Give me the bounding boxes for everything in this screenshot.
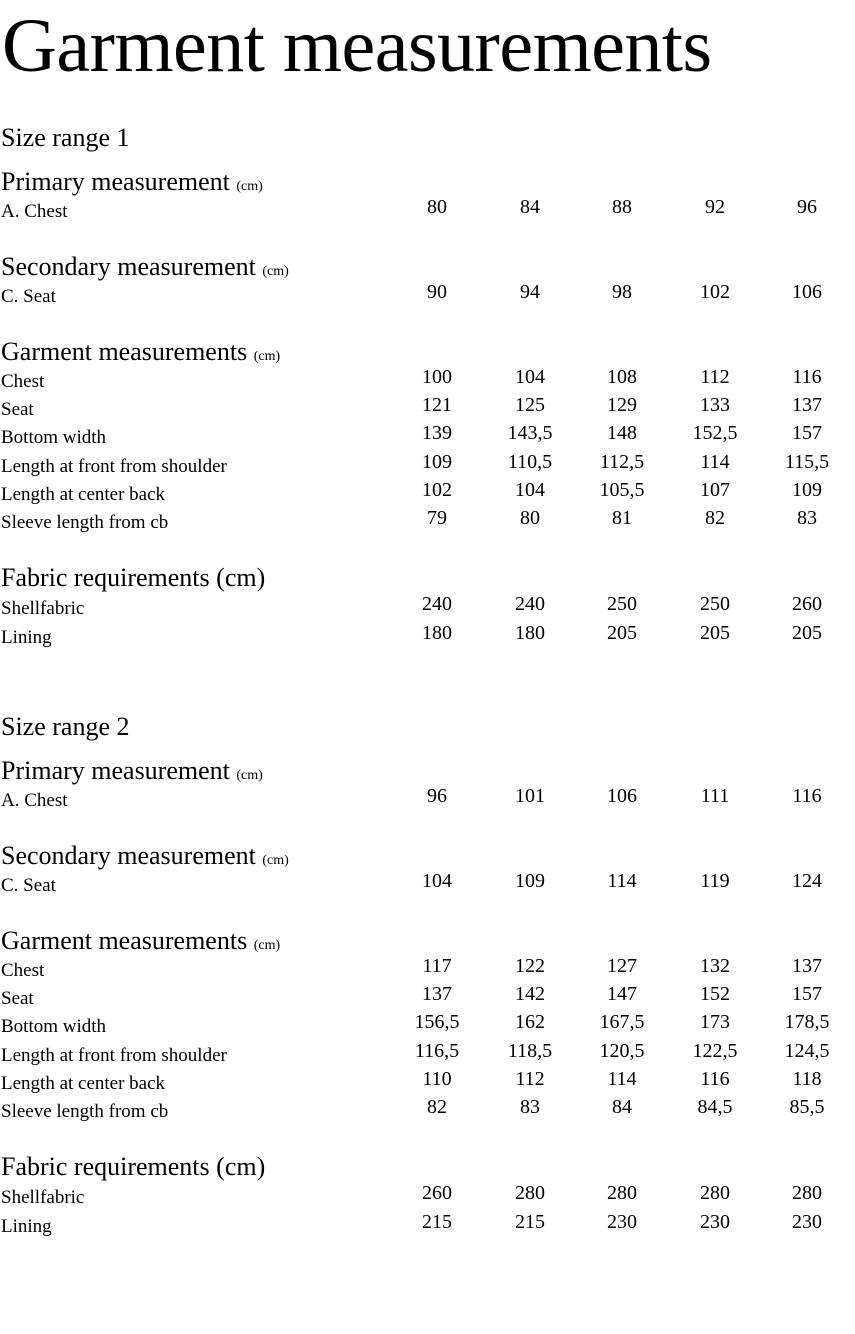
size-value: 280 — [607, 1182, 637, 1204]
size-range-title: Size range 2 — [1, 712, 130, 741]
size-value: 147 — [607, 983, 637, 1005]
row-label: Seat — [1, 988, 34, 1009]
size-value: 280 — [515, 1182, 545, 1204]
section-heading-text: Fabric requirements — [1, 1152, 210, 1181]
unit-label: (cm) — [253, 938, 281, 953]
size-value: 118,5 — [507, 1040, 553, 1062]
fabric-requirements-heading — [1, 563, 265, 593]
row-label: Bottom width — [1, 1016, 107, 1037]
size-value: 230 — [700, 1211, 730, 1233]
size-value: 108 — [607, 366, 637, 388]
row-label: Shellfabric — [1, 1187, 85, 1208]
table-row — [0, 1068, 855, 1096]
size-value: 112,5 — [599, 451, 645, 473]
size-value: 81 — [612, 507, 632, 529]
row-label: Shellfabric — [1, 598, 85, 619]
size-value: 132 — [700, 955, 730, 977]
size-value: 83 — [520, 1096, 540, 1118]
size-value: 118 — [792, 1068, 822, 1090]
size-value: 260 — [792, 593, 822, 615]
size-value: 112 — [700, 366, 730, 388]
size-value: 167,5 — [599, 1011, 645, 1033]
size-value: 129 — [607, 394, 637, 416]
section-heading-text: Secondary measurement — [1, 252, 256, 281]
row-label: Seat — [1, 399, 34, 420]
size-value: 110 — [422, 1068, 452, 1090]
size-value: 114 — [607, 1068, 637, 1090]
size-value: 137 — [422, 983, 452, 1005]
size-value: 178,5 — [784, 1011, 830, 1033]
size-value: 106 — [792, 281, 822, 303]
size-value: 122 — [515, 955, 545, 977]
size-value: 94 — [520, 281, 540, 303]
size-value: 80 — [427, 196, 447, 218]
size-value: 107 — [700, 479, 730, 501]
unit-label: (cm) — [262, 264, 289, 279]
size-value: 124 — [792, 870, 822, 892]
size-value: 116,5 — [414, 1040, 460, 1062]
size-value: 280 — [792, 1182, 822, 1204]
size-value: 124,5 — [784, 1040, 830, 1062]
size-value: 162 — [515, 1011, 545, 1033]
unit-label: (cm) — [236, 179, 263, 194]
size-value: 82 — [705, 507, 725, 529]
size-value: 142 — [515, 983, 545, 1005]
size-value: 205 — [700, 622, 730, 644]
size-value: 215 — [422, 1211, 452, 1233]
size-value: 230 — [792, 1211, 822, 1233]
size-value: 250 — [700, 593, 730, 615]
size-value: 137 — [792, 394, 822, 416]
size-value: 116 — [792, 785, 822, 807]
size-value: 109 — [792, 479, 822, 501]
unit-label: (cm) — [216, 563, 266, 592]
size-value: 119 — [700, 870, 730, 892]
size-value: 106 — [607, 785, 637, 807]
size-value: 80 — [520, 507, 540, 529]
size-value: 152 — [700, 983, 730, 1005]
table-row — [0, 1040, 855, 1068]
table-row — [0, 983, 855, 1011]
table-row — [0, 955, 855, 983]
unit-label: (cm) — [253, 349, 281, 364]
size-value: 280 — [700, 1182, 730, 1204]
section-heading-text: Secondary measurement — [1, 841, 256, 870]
size-value: 215 — [515, 1211, 545, 1233]
table-row — [0, 1182, 855, 1210]
size-value: 102 — [700, 281, 730, 303]
table-row — [0, 785, 855, 813]
size-value: 115,5 — [784, 451, 830, 473]
size-value: 84,5 — [697, 1096, 733, 1118]
fabric-requirements-heading — [1, 1152, 265, 1182]
size-value: 84 — [520, 196, 540, 218]
size-value: 102 — [422, 479, 452, 501]
table-row — [0, 394, 855, 422]
size-value: 120,5 — [599, 1040, 645, 1062]
size-value: 105,5 — [599, 479, 645, 501]
size-value: 104 — [422, 870, 452, 892]
table-row — [0, 1011, 855, 1039]
section-heading-text: Garment measurements — [1, 337, 248, 366]
size-value: 260 — [422, 1182, 452, 1204]
size-value: 109 — [422, 451, 452, 473]
row-label: Chest — [1, 960, 45, 981]
row-label: Length at center back — [1, 1073, 166, 1094]
size-range-title: Size range 1 — [1, 123, 130, 152]
size-value: 139 — [422, 422, 452, 444]
size-value: 180 — [515, 622, 545, 644]
table-row — [0, 196, 855, 224]
size-value: 114 — [700, 451, 730, 473]
size-value: 88 — [612, 196, 632, 218]
size-value: 114 — [607, 870, 637, 892]
page-title: Garment measurements — [2, 4, 712, 88]
table-row — [0, 870, 855, 898]
size-value: 137 — [792, 955, 822, 977]
size-value: 205 — [607, 622, 637, 644]
size-value: 143,5 — [507, 422, 553, 444]
row-label: C. Seat — [1, 875, 56, 896]
row-label: Length at front from shoulder — [1, 1045, 227, 1066]
size-value: 101 — [515, 785, 545, 807]
size-value: 110,5 — [507, 451, 553, 473]
size-value: 96 — [797, 196, 817, 218]
row-label: A. Chest — [1, 201, 68, 222]
size-value: 157 — [792, 983, 822, 1005]
table-row — [0, 422, 855, 450]
row-label: Sleeve length from cb — [1, 512, 169, 533]
size-value: 230 — [607, 1211, 637, 1233]
size-value: 85,5 — [789, 1096, 825, 1118]
row-label: Sleeve length from cb — [1, 1101, 169, 1122]
size-value: 152,5 — [692, 422, 738, 444]
size-value: 104 — [515, 479, 545, 501]
size-value: 157 — [792, 422, 822, 444]
size-value: 98 — [612, 281, 632, 303]
size-value: 148 — [607, 422, 637, 444]
row-label: Length at front from shoulder — [1, 456, 227, 477]
size-value: 240 — [422, 593, 452, 615]
table-row — [0, 1211, 855, 1239]
section-heading-text: Fabric requirements — [1, 563, 210, 592]
size-value: 240 — [515, 593, 545, 615]
size-value: 100 — [422, 366, 452, 388]
size-value: 127 — [607, 955, 637, 977]
row-label: Bottom width — [1, 427, 107, 448]
table-row — [0, 593, 855, 621]
unit-label: (cm) — [262, 853, 289, 868]
size-value: 109 — [515, 870, 545, 892]
size-value: 205 — [792, 622, 822, 644]
size-value: 84 — [612, 1096, 632, 1118]
size-value: 125 — [515, 394, 545, 416]
table-row — [0, 366, 855, 394]
size-value: 96 — [427, 785, 447, 807]
row-label: Lining — [1, 1216, 52, 1237]
size-value: 116 — [792, 366, 822, 388]
section-heading-text: Primary measurement — [1, 167, 230, 196]
row-label: Lining — [1, 627, 52, 648]
table-row — [0, 1096, 855, 1124]
size-value: 133 — [700, 394, 730, 416]
size-value: 112 — [515, 1068, 545, 1090]
size-value: 173 — [700, 1011, 730, 1033]
table-row — [0, 479, 855, 507]
row-label: Chest — [1, 371, 45, 392]
section-heading-text: Garment measurements — [1, 926, 248, 955]
table-row — [0, 281, 855, 309]
row-label: A. Chest — [1, 790, 68, 811]
size-value: 92 — [705, 196, 725, 218]
size-value: 82 — [427, 1096, 447, 1118]
size-value: 83 — [797, 507, 817, 529]
table-row — [0, 507, 855, 535]
size-value: 121 — [422, 394, 452, 416]
size-value: 116 — [700, 1068, 730, 1090]
size-value: 156,5 — [414, 1011, 460, 1033]
unit-label: (cm) — [236, 768, 263, 783]
table-row — [0, 451, 855, 479]
size-value: 117 — [422, 955, 452, 977]
size-value: 122,5 — [692, 1040, 738, 1062]
size-value: 90 — [427, 281, 447, 303]
section-heading-text: Primary measurement — [1, 756, 230, 785]
row-label: C. Seat — [1, 286, 56, 307]
size-value: 104 — [515, 366, 545, 388]
row-label: Length at center back — [1, 484, 166, 505]
size-value: 111 — [700, 785, 730, 807]
size-value: 180 — [422, 622, 452, 644]
size-value: 79 — [427, 507, 447, 529]
table-row — [0, 622, 855, 650]
size-value: 250 — [607, 593, 637, 615]
unit-label: (cm) — [216, 1152, 266, 1181]
